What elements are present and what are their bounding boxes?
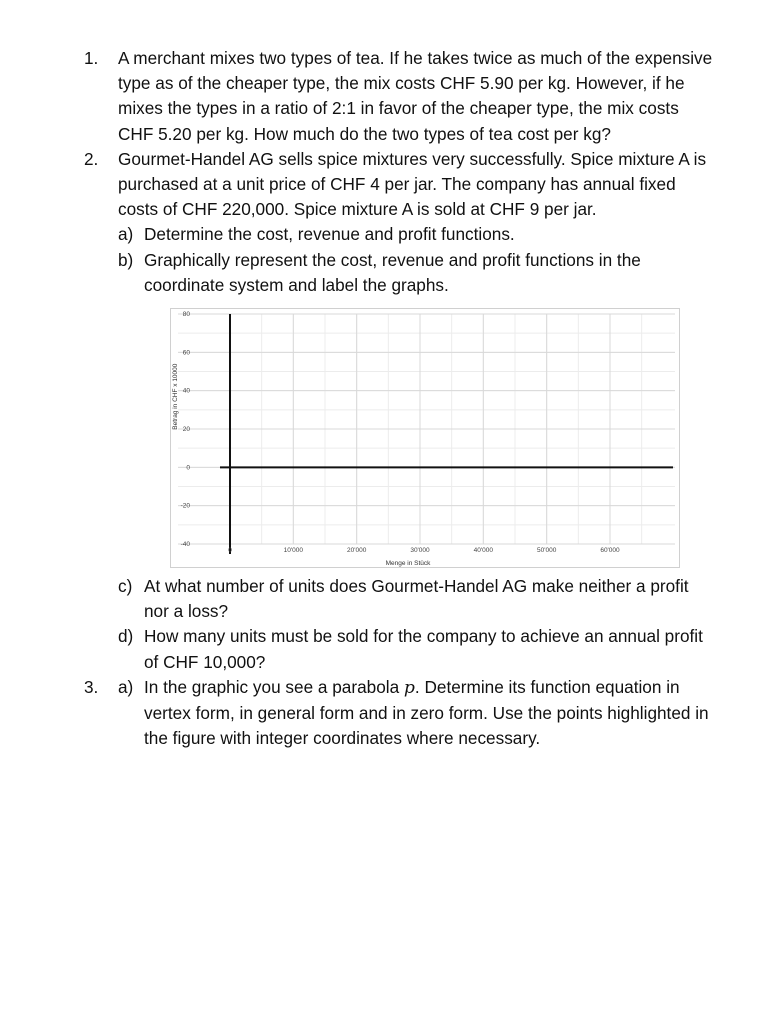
y-tick-label: 40: [182, 387, 190, 395]
sub-text-start: In the graphic you see a parabola: [144, 676, 404, 697]
exercise-list: [78, 46, 718, 751]
x-axis-label: Menge in Stück: [385, 560, 431, 568]
y-tick-label: 60: [182, 349, 190, 357]
sub-text: At what number of units does Gourmet-Handel AG make neither a profit nor a loss?: [144, 576, 689, 622]
sub-text: How many units must be sold for the company to achieve an annual profit of CHF 10,000?: [144, 626, 703, 672]
question-number: 3.: [84, 676, 99, 697]
x-tick-label: 30'000: [410, 547, 430, 555]
chart-frame: [171, 309, 680, 568]
x-tick-label: 20'000: [347, 547, 367, 555]
subquestion-a: [118, 675, 718, 752]
subquestion-c: [118, 574, 718, 624]
sub-text: Graphically represent the cost, revenue and profit functions in the coordinate system and label the graphs.: [144, 249, 641, 295]
parabola-symbol: p: [403, 677, 415, 698]
question-number: 2.: [84, 148, 99, 169]
question-1: [78, 46, 718, 147]
sub-text-end: . Determine its function equation in vertex form, in general form and in zero form. Use the points highlighted in the figure with integer coordinates where necessary.: [144, 676, 709, 749]
y-tick-label: 20: [182, 426, 190, 434]
sub-text: Determine the cost, revenue and profit functions.: [144, 224, 515, 245]
sub-label: a): [118, 224, 134, 245]
question-number: 1.: [84, 48, 99, 68]
x-tick-label: 60'000: [600, 547, 620, 555]
y-tick-label: -40: [180, 541, 190, 549]
question-text: Gourmet-Handel AG sells spice mixtures very successfully. Spice mixture A is purchased at a unit price of CHF 4 per jar. The company has annual fixed costs of CHF 220,000. Spice mixture A is sold at CHF 9 per jar.: [118, 148, 707, 220]
sub-label: b): [118, 249, 134, 270]
y-tick-label: -20: [180, 502, 190, 510]
subquestion-d: [118, 624, 718, 674]
sub-label: d): [118, 626, 134, 647]
subquestion-a: [118, 222, 718, 247]
x-tick-label: 50'000: [537, 547, 557, 555]
y-tick-label: 80: [182, 311, 190, 319]
y-axis-label: Betrag in CHF x 10000: [172, 363, 179, 430]
sub-label: a): [118, 676, 134, 697]
question-3: [78, 675, 718, 752]
subquestion-b: [118, 248, 718, 298]
sub-label: c): [118, 576, 133, 597]
coordinate-system-chart: [170, 308, 680, 568]
question-2: [78, 147, 718, 675]
x-tick-label: 40'000: [473, 547, 493, 555]
question-text: A merchant mixes two types of tea. If he takes twice as much of the expensive type as of the cheaper type, the mix costs CHF 5.90 per kg. However, if he mixes the types in a ratio of 2:1 in favor of the cheaper type, the mix costs CHF 5.20 per kg. How much do the two types of tea cost per kg?: [118, 48, 713, 144]
x-tick-label: 10'000: [283, 547, 303, 555]
y-tick-label: 0: [186, 464, 190, 472]
x-tick-label: 0: [228, 547, 232, 555]
